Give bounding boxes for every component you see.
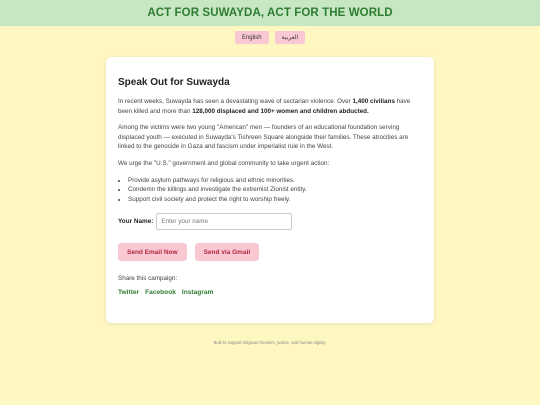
send-gmail-button[interactable]: Send via Gmail [195, 243, 260, 261]
instagram-share-link[interactable]: Instagram [181, 289, 214, 297]
share-links [118, 289, 422, 296]
name-input[interactable] [156, 213, 292, 230]
page-title: ACT FOR SUWAYDA, ACT FOR THE WORLD [147, 7, 393, 19]
arabic-language-button[interactable]: العربية [275, 31, 305, 44]
urge-paragraph: We urge the "U.S." government and global community to take urgent action: [118, 159, 330, 167]
english-language-button[interactable]: English [235, 31, 269, 44]
campaign-card [106, 57, 434, 323]
send-actions [118, 243, 422, 261]
intro-paragraph [118, 97, 422, 116]
list-item: • Condemn the killings and investigate the extremist Zionist entity. [128, 185, 422, 195]
send-email-button[interactable]: Send Email Now [118, 243, 187, 261]
name-row [118, 213, 422, 230]
facebook-share-link[interactable]: Facebook [145, 289, 176, 297]
victims-paragraph: Among the victims were two young "American" men — founders of an educational foundation serving displaced youth — executed in Suwayda's Tishreen Square alongside their families. These atrocities are linked to the genocide in Gaza and fascism under imperialist rule in the West. [118, 124, 409, 151]
intro-text-a: In recent weeks, Suwayda has seen a devastating wave of sectarian violence. Over [118, 98, 353, 105]
demands-list [128, 176, 422, 205]
card-heading: Speak Out for Suwayda [118, 77, 230, 88]
list-item: • Provide asylum pathways for religious and ethnic minorities. [128, 176, 422, 186]
list-item: • Support civil society and protect the right to worship freely. [128, 195, 422, 205]
header-banner [0, 0, 540, 26]
intro-civilians-count: 1,400 civilians [352, 98, 395, 105]
twitter-share-link[interactable]: Twitter [118, 289, 140, 297]
footer-text: Built to support religious freedom, justice, and human dignity. [213, 340, 327, 345]
share-label: Share this campaign: [118, 275, 178, 283]
name-label: Your Name: [118, 218, 154, 226]
intro-displaced-count: 128,000 displaced and 100+ women and children abducted. [192, 107, 369, 115]
language-switcher [0, 31, 540, 44]
intro-text-c: have been killed and more than [118, 98, 411, 115]
